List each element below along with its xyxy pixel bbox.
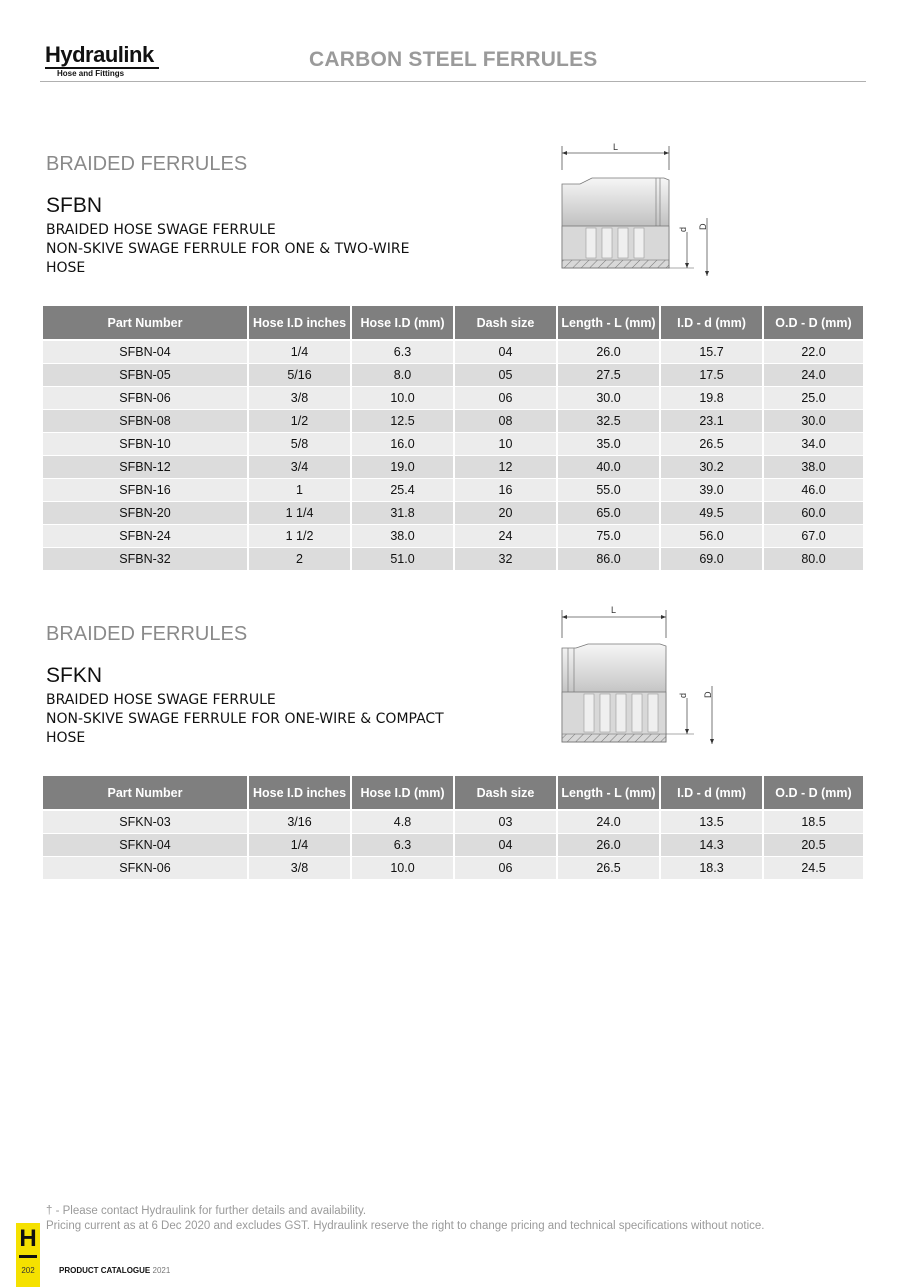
product-description	[46, 691, 516, 748]
cell: 10.0	[351, 387, 454, 410]
col-header: O.D - D (mm)	[763, 776, 863, 810]
cell: SFBN-12	[43, 456, 248, 479]
cell: 14.3	[660, 834, 763, 857]
col-header: I.D - d (mm)	[660, 776, 763, 810]
cell: SFBN-10	[43, 433, 248, 456]
table-row	[43, 525, 863, 548]
cell: 31.8	[351, 502, 454, 525]
cell: 51.0	[351, 548, 454, 571]
cell: 6.3	[351, 340, 454, 364]
cell: 24.5	[763, 857, 863, 880]
table-header-row	[43, 776, 863, 810]
col-header: Hose I.D inches	[248, 306, 351, 340]
col-header: Dash size	[454, 306, 557, 340]
cell: 15.7	[660, 340, 763, 364]
cell: 19.8	[660, 387, 763, 410]
table-row	[43, 834, 863, 857]
cell: 46.0	[763, 479, 863, 502]
cell: 6.3	[351, 834, 454, 857]
cell: 32.5	[557, 410, 660, 433]
cell: 25.4	[351, 479, 454, 502]
id-label: d	[678, 692, 688, 698]
cell: 12.5	[351, 410, 454, 433]
table-row	[43, 433, 863, 456]
badge-bar	[19, 1255, 37, 1258]
cell: 69.0	[660, 548, 763, 571]
od-label: D	[698, 223, 708, 230]
cell: 32	[454, 548, 557, 571]
description-line: BRAIDED HOSE SWAGE FERRULE	[46, 692, 276, 708]
cell: 30.0	[763, 410, 863, 433]
cell: 1 1/4	[248, 502, 351, 525]
cell: 3/4	[248, 456, 351, 479]
cell: SFKN-04	[43, 834, 248, 857]
cell: 16	[454, 479, 557, 502]
cell: 24	[454, 525, 557, 548]
cell: 4.8	[351, 810, 454, 834]
cell: 5/8	[248, 433, 351, 456]
table-row	[43, 410, 863, 433]
description-line: NON-SKIVE SWAGE FERRULE FOR ONE & TWO-WIRE	[46, 241, 410, 257]
table-row	[43, 479, 863, 502]
cell: 30.2	[660, 456, 763, 479]
description-line: BRAIDED HOSE SWAGE FERRULE	[46, 222, 276, 238]
col-header: Hose I.D (mm)	[351, 776, 454, 810]
col-header: Length - L (mm)	[557, 776, 660, 810]
cell: 75.0	[557, 525, 660, 548]
brand-subtitle: Hose and Fittings	[57, 69, 125, 78]
cell: 40.0	[557, 456, 660, 479]
cell: 30.0	[557, 387, 660, 410]
cell: 35.0	[557, 433, 660, 456]
cell: SFBN-32	[43, 548, 248, 571]
cell: 20.5	[763, 834, 863, 857]
cell: 17.5	[660, 364, 763, 387]
table-row	[43, 502, 863, 525]
cell: 55.0	[557, 479, 660, 502]
catalogue-badge	[16, 1223, 40, 1287]
product-description	[46, 221, 516, 278]
cell: 25.0	[763, 387, 863, 410]
cell: 08	[454, 410, 557, 433]
cell: 38.0	[351, 525, 454, 548]
cell: 1 1/2	[248, 525, 351, 548]
cell: SFBN-05	[43, 364, 248, 387]
col-header: Hose I.D (mm)	[351, 306, 454, 340]
length-label: L	[611, 605, 617, 615]
cell: 1	[248, 479, 351, 502]
cell: 18.5	[763, 810, 863, 834]
cell: SFBN-08	[43, 410, 248, 433]
table-row	[43, 810, 863, 834]
col-header: Part Number	[43, 776, 248, 810]
cell: SFKN-03	[43, 810, 248, 834]
od-label: D	[703, 691, 713, 698]
cell: 23.1	[660, 410, 763, 433]
ferrule-drawing-sfbn	[556, 140, 716, 280]
table-row	[43, 340, 863, 364]
cell: 1/2	[248, 410, 351, 433]
page-title: CARBON STEEL FERRULES	[309, 48, 598, 71]
cell: 19.0	[351, 456, 454, 479]
col-header: Part Number	[43, 306, 248, 340]
header-divider	[40, 81, 866, 82]
cell: 60.0	[763, 502, 863, 525]
section-heading: BRAIDED FERRULES	[46, 623, 248, 645]
col-header: O.D - D (mm)	[763, 306, 863, 340]
cell: SFKN-06	[43, 857, 248, 880]
col-header: Hose I.D inches	[248, 776, 351, 810]
cell: 26.5	[660, 433, 763, 456]
spec-table-sfbn	[43, 306, 863, 571]
cell: 1/4	[248, 340, 351, 364]
footnote-availability: † - Please contact Hydraulink for further details and availability.	[46, 1205, 367, 1217]
table-row	[43, 548, 863, 571]
table-row	[43, 364, 863, 387]
cell: 06	[454, 857, 557, 880]
cell: 22.0	[763, 340, 863, 364]
description-line: HOSE	[46, 260, 86, 276]
cell: SFBN-24	[43, 525, 248, 548]
cell: 2	[248, 548, 351, 571]
cell: 06	[454, 387, 557, 410]
description-line: NON-SKIVE SWAGE FERRULE FOR ONE-WIRE & COMPACT	[46, 711, 444, 727]
table-row	[43, 857, 863, 880]
brand-name: Hydraulink	[45, 42, 154, 67]
cell: 03	[454, 810, 557, 834]
product-code: SFKN	[46, 664, 103, 687]
badge-letter: H	[19, 1225, 37, 1252]
cell: 3/16	[248, 810, 351, 834]
table-row	[43, 456, 863, 479]
cell: 13.5	[660, 810, 763, 834]
cell: 26.0	[557, 834, 660, 857]
cell: 04	[454, 834, 557, 857]
spec-table-sfkn	[43, 776, 863, 880]
cell: SFBN-06	[43, 387, 248, 410]
cell: 34.0	[763, 433, 863, 456]
table-header-row	[43, 306, 863, 340]
cell: 67.0	[763, 525, 863, 548]
ferrule-drawing-sfkn	[554, 602, 719, 750]
cell: 3/8	[248, 857, 351, 880]
cell: 3/8	[248, 387, 351, 410]
catalogue-year: 2021	[152, 1266, 171, 1275]
cell: 39.0	[660, 479, 763, 502]
cell: SFBN-20	[43, 502, 248, 525]
col-header: I.D - d (mm)	[660, 306, 763, 340]
cell: 5/16	[248, 364, 351, 387]
page-number: 202	[21, 1266, 35, 1275]
cell: 49.5	[660, 502, 763, 525]
brand-logo	[45, 44, 165, 78]
length-label: L	[613, 142, 619, 152]
cell: 20	[454, 502, 557, 525]
product-code: SFBN	[46, 194, 103, 217]
section-heading: BRAIDED FERRULES	[46, 153, 248, 175]
cell: 18.3	[660, 857, 763, 880]
cell: 56.0	[660, 525, 763, 548]
catalogue-label	[59, 1266, 170, 1275]
cell: 80.0	[763, 548, 863, 571]
cell: 10	[454, 433, 557, 456]
cell: SFBN-16	[43, 479, 248, 502]
cell: 24.0	[763, 364, 863, 387]
table-row	[43, 387, 863, 410]
col-header: Length - L (mm)	[557, 306, 660, 340]
cell: 27.5	[557, 364, 660, 387]
cell: 04	[454, 340, 557, 364]
cell: 65.0	[557, 502, 660, 525]
cell: 1/4	[248, 834, 351, 857]
id-label: d	[678, 226, 688, 232]
cell: 05	[454, 364, 557, 387]
cell: 26.5	[557, 857, 660, 880]
catalogue-title: PRODUCT CATALOGUE	[59, 1266, 151, 1275]
cell: 24.0	[557, 810, 660, 834]
col-header: Dash size	[454, 776, 557, 810]
cell: 8.0	[351, 364, 454, 387]
cell: 86.0	[557, 548, 660, 571]
cell: 10.0	[351, 857, 454, 880]
description-line: HOSE	[46, 730, 86, 746]
cell: 38.0	[763, 456, 863, 479]
footnote-pricing: Pricing current as at 6 Dec 2020 and excludes GST. Hydraulink reserve the right to change pricing and technical specifications without notice.	[46, 1220, 765, 1232]
cell: 26.0	[557, 340, 660, 364]
cell: 16.0	[351, 433, 454, 456]
cell: SFBN-04	[43, 340, 248, 364]
cell: 12	[454, 456, 557, 479]
